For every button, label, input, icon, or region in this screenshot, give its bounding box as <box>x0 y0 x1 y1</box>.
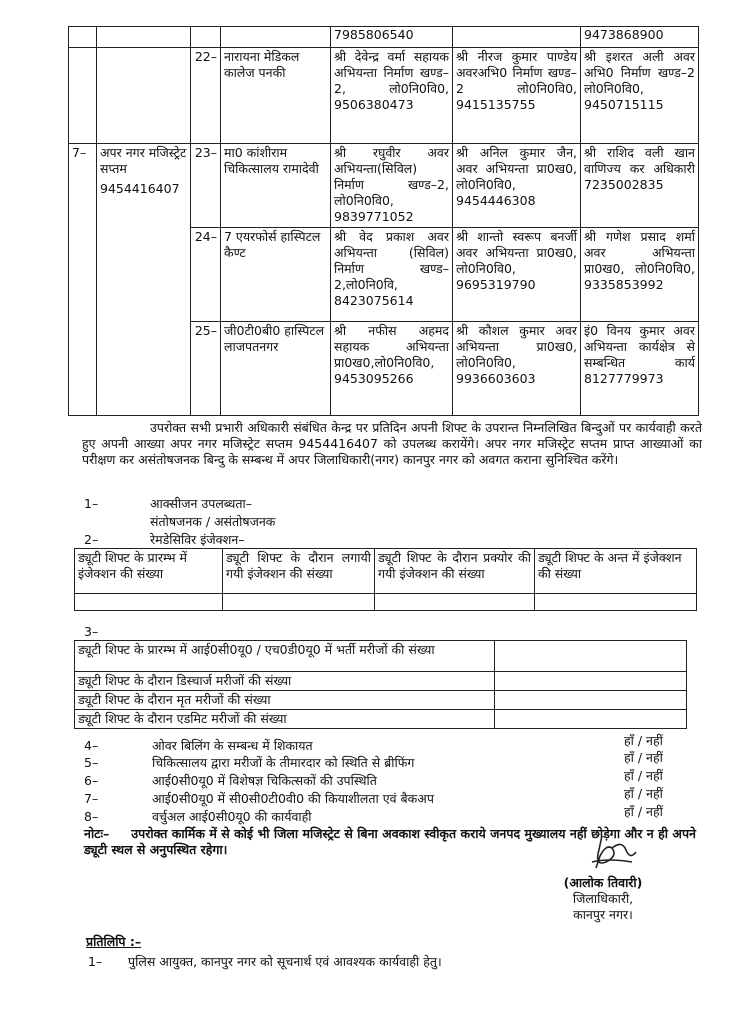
empty-cell <box>535 594 697 611</box>
officer-3-cell: श्री राशिद वली खान वाणिज्य कर अधिकारी 7235002835 <box>581 144 699 228</box>
item-title: रेमडेसिविर इंजेक्शन– <box>150 532 245 547</box>
signature-block <box>548 875 658 923</box>
main-duty-table <box>68 26 699 416</box>
main-table-row <box>69 48 699 144</box>
injection-header: ड्यूटी शिफ्ट के दौरान लगायी गयी इंजेक्शन की संख्या <box>223 549 375 594</box>
officer-1-cell: श्री रघुवीर अवर अभियन्ता(सिविल) निर्माण खण्ड–2, लो0नि0वि0, 9839771052 <box>331 144 453 228</box>
instruction-paragraph: उपरोक्त सभी प्रभारी अधिकारी संबंधित केन्द्र पर प्रतिदिन अपनी शिफ्ट के उपरान्त निम्नलिखित बिन्दुओं पर कार्यवाही करते हुए अपनी आख्या अपर नगर मजिस्ट्रेट सप्तम 9454416407 को उपलब्ध करायेंगे। अपर नगर मजिस्ट्रेट सप्तम प्राप्त आख्याओं का परीक्षण कर असंतोषजनक बिन्दु के सम्बन्ध में अपर जिलाधिकारी(नगर) कानपुर नगर को अवगत कराना सुनिश्चित करेंगे। <box>82 420 702 467</box>
copy-item <box>88 954 648 970</box>
row-number-cell: 23– <box>191 144 221 228</box>
copy-number: 1– <box>88 954 103 969</box>
checklist-text: आई0सी0यू0 में विशेषज्ञ चिकित्सकों की उपस्थिति <box>152 773 377 788</box>
officer-phone: 9454416407 <box>100 181 180 196</box>
row-number-cell: 24– <box>191 228 221 322</box>
officer-2-cell: श्री अनिल कुमार जैन, अवर अभियन्ता प्रा0ख0, लो0नि0वि0, 9454446308 <box>453 144 581 228</box>
item-oxygen <box>84 496 253 512</box>
item-remdesivir <box>84 532 245 548</box>
sno-cell <box>69 48 97 144</box>
signatory-place: कानपुर नगर। <box>573 907 633 922</box>
checklist-number: 6– <box>84 773 99 788</box>
officer-3-cell: श्री गणेश प्रसाद शर्मा अवर अभियन्ता प्रा0ख0, लो0नि0वि0, 9335853992 <box>581 228 699 322</box>
injection-header: ड्यूटी शिफ्ट के प्रारम्भ में इंजेक्शन की संख्या <box>75 549 223 594</box>
patient-row-label: ड्यूटी शिफ्ट के प्रारम्भ में आई0सी0यू0 / एच0डी0यू0 में भर्ती मरीजों की संख्या <box>75 641 495 672</box>
patient-row-label: ड्यूटी शिफ्ट के दौरान एडमिट मरीजों की संख्या <box>75 710 495 729</box>
main-table-row <box>69 27 699 48</box>
hospital-cell: जी0टी0बी0 हास्पिटल लाजपतनगर <box>221 322 331 416</box>
checklist-text: वर्चुअल आई0सी0यू0 की कार्यवाही <box>152 809 312 824</box>
checklist-answer: हॉं / नहीं <box>624 750 663 765</box>
note-text: उपरोक्त कार्मिक में से कोई भी जिला मजिस्ट्रेट से बिना अवकाश स्वीकृत कराये जनपद मुख्यालय नहीं छोड़ेगा और न ही अपने ड्यूटी स्थल से अनुपस्थित रहेगा। <box>84 826 696 857</box>
officer-1-cell: श्री वेद प्रकाश अवर अभियन्ता (सिविल) निर्माण खण्ड–2,लो0नि0वि, 8423075614 <box>331 228 453 322</box>
copy-title: प्रतिलिपि :– <box>86 934 142 949</box>
row-number-cell: 25– <box>191 322 221 416</box>
patient-row-value <box>495 672 687 691</box>
officer-cell <box>97 27 191 48</box>
officer-1-cell: श्री नफीस अहमद सहायक अभियन्ता प्रा0ख0,लो0नि0वि0, 9453095266 <box>331 322 453 416</box>
checklist-number: 8– <box>84 809 99 824</box>
signature-mark <box>588 832 640 872</box>
checklist-answer: हॉं / नहीं <box>624 786 663 801</box>
patient-table <box>74 640 687 729</box>
item3-number: 3– <box>84 624 99 639</box>
item-number: 2– <box>84 532 99 547</box>
officer-cell <box>97 144 191 416</box>
checklist-item <box>84 786 684 809</box>
injection-header: ड्यूटी शिफ्ट के अन्त में इंजेक्शन की संख्या <box>535 549 697 594</box>
officer-3-cell: 9473868900 <box>581 27 699 48</box>
checklist-number: 4– <box>84 738 99 753</box>
empty-cell <box>375 594 535 611</box>
signatory-name: (आलोक तिवारी) <box>563 875 643 890</box>
checklist-item <box>84 768 684 791</box>
checklist-answer: हॉं / नहीं <box>624 733 663 748</box>
checklist-answer: हॉं / नहीं <box>624 804 663 819</box>
item-title: आक्सीजन उपलब्धता– <box>150 496 253 511</box>
officer-2-cell: श्री कौशल कुमार अवर अभियन्ता प्रा0ख0, लो0नि0वि0, 9936603603 <box>453 322 581 416</box>
officer-3-cell: इं0 विनय कुमार अवर अभियन्ता कार्यक्षेत्र से सम्बन्धित कार्य 8127779973 <box>581 322 699 416</box>
injection-table <box>74 548 697 611</box>
patient-row-value <box>495 710 687 729</box>
checklist-text: ओवर बिलिंग के सम्बन्ध में शिकायत <box>152 738 313 753</box>
checklist-item <box>84 804 684 827</box>
row-number-cell: 22– <box>191 48 221 144</box>
note-label: नोटः– <box>84 826 110 841</box>
sno-cell <box>69 27 97 48</box>
checklist <box>84 733 684 827</box>
row-number-cell <box>191 27 221 48</box>
officer-3-cell: श्री इशरत अली अवर अभि0 निर्माण खण्ड–2 लो0नि0वि0, 9450715115 <box>581 48 699 144</box>
officer-1-cell: श्री देवेन्द्र वर्मा सहायक अभियन्ता निर्माण खण्ड–2, लो0नि0वि0, 9506380473 <box>331 48 453 144</box>
patient-row-value <box>495 691 687 710</box>
checklist-text: आई0सी0यू0 में सी0सी0टी0वी0 की कियाशीलता एवं बैकअप <box>152 791 434 806</box>
officer-2-cell: श्री नीरज कुमार पाण्डेय अवरअभि0 निर्माण खण्ड–2 लो0नि0वि0, 9415135755 <box>453 48 581 144</box>
copy-text: पुलिस आयुक्त, कानपुर नगर को सूचनार्थ एवं आवश्यक कार्यवाही हेतु। <box>128 954 442 969</box>
checklist-number: 7– <box>84 791 99 806</box>
officer-2-cell <box>453 27 581 48</box>
officer-1-cell: 7985806540 <box>331 27 453 48</box>
injection-header: ड्यूटी शिफ्ट के दौरान प्रक्योर की गयी इंजेक्शन की संख्या <box>375 549 535 594</box>
main-table-row <box>69 144 699 228</box>
checklist-item <box>84 733 684 755</box>
officer-2-cell: श्री शान्तो स्वरूप बनर्जी अवर अभियन्ता प्रा0ख0, लो0नि0वि0, 9695319790 <box>453 228 581 322</box>
item-number: 1– <box>84 496 99 511</box>
checklist-text: चिकित्सालय द्वारा मरीजों के तीमारदार को स्थिति से ब्रीफिंग <box>152 755 415 770</box>
empty-cell <box>223 594 375 611</box>
hospital-cell <box>221 27 331 48</box>
checklist-item <box>84 750 684 773</box>
patient-row-value <box>495 641 687 672</box>
empty-cell <box>75 594 223 611</box>
hospital-cell: नारायना मेडिकल कालेज पनकी <box>221 48 331 144</box>
checklist-number: 5– <box>84 755 99 770</box>
sno-cell: 7– <box>69 144 97 416</box>
hospital-cell: मा0 कांशीराम चिकित्सालय रामादेवी <box>221 144 331 228</box>
oxygen-options: संतोषजनक / असंतोषजनक <box>150 514 276 529</box>
patient-row-label: ड्यूटी शिफ्ट के दौरान डिस्चार्ज मरीजों की संख्या <box>75 672 495 691</box>
officer-cell <box>97 48 191 144</box>
officer-name: अपर नगर मजिस्ट्रेट सप्तम <box>100 145 187 176</box>
checklist-answer: हॉं / नहीं <box>624 768 663 783</box>
hospital-cell: 7 एयरफोर्स हास्पिटल कैण्ट <box>221 228 331 322</box>
signatory-designation: जिलाधिकारी, <box>572 891 634 906</box>
patient-row-label: ड्यूटी शिफ्ट के दौरान मृत मरीजों की संख्या <box>75 691 495 710</box>
